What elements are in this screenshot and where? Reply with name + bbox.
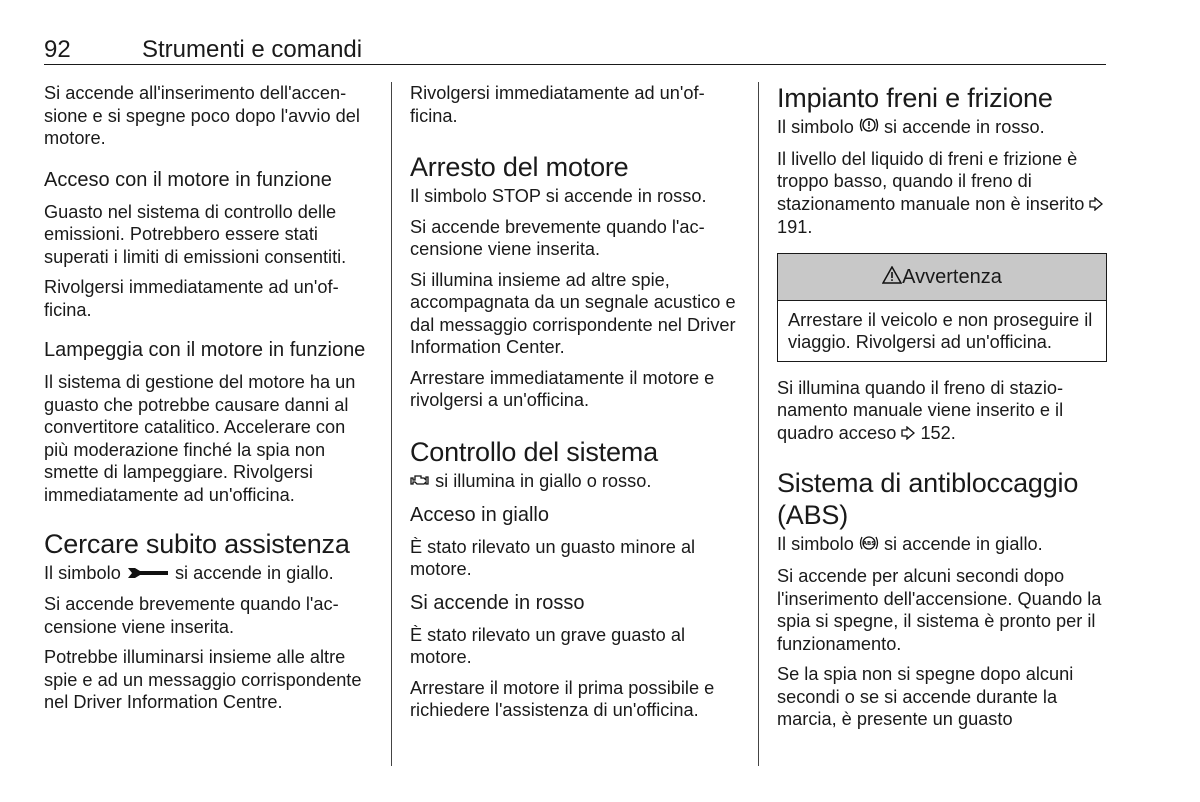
page-reference[interactable]: 152. bbox=[920, 422, 956, 443]
paragraph: Rivolgersi immediatamente ad un'officina. bbox=[410, 83, 705, 126]
paragraph: Potrebbe illuminarsi insieme alle altre spie e ad un messaggio corrispondente nel Driver Information Centre. bbox=[44, 647, 362, 713]
paragraph: È stato rilevato un grave guasto al motore. bbox=[410, 624, 685, 668]
text: si accende in rosso. bbox=[883, 117, 1045, 137]
subheading-acceso-motore: Acceso con il motore in funzione bbox=[44, 168, 332, 191]
page-header bbox=[44, 34, 1106, 65]
warning-text: Arrestare il veicolo e non proseguire il viaggio. Rivolgersi ad un'officina. bbox=[788, 309, 1093, 353]
subheading-acceso-rosso: Si accende in rosso bbox=[410, 591, 585, 614]
subheading-lampeggia: Lampeggia con il motore in funzione bbox=[44, 339, 366, 361]
page-reference-arrow-icon bbox=[901, 423, 915, 446]
column-divider bbox=[758, 82, 759, 766]
paragraph: È stato rilevato un guasto minore al motore. bbox=[410, 536, 696, 580]
text: Il simbolo bbox=[777, 534, 854, 555]
column-1 bbox=[44, 82, 374, 722]
paragraph: Il simbolo STOP si accende in rosso. bbox=[410, 186, 707, 206]
paragraph: Guasto nel sistema di controllo delle emissioni. Potrebbero essere stati superati i limiti di emissioni consentiti. bbox=[44, 201, 347, 267]
text: Il simbolo bbox=[777, 117, 854, 137]
paragraph bbox=[777, 533, 1107, 557]
warning-title: Avvertenza bbox=[902, 265, 1002, 288]
column-divider bbox=[391, 82, 392, 766]
paragraph: Il sistema di gestione del motore ha un guasto che potrebbe causare danni al convertitore catalitico. Accelerare con più moderazione finché la spia non smette di lampeggiare. Rivolgersi immediatamente ad un'officina. bbox=[44, 372, 356, 505]
paragraph: Si accende per alcuni secondi dopo l'inserimento dell'accensione. Quando la spia si spegne, il sistema è pronto per il funzionamento. bbox=[777, 566, 1102, 654]
paragraph: Arrestare il motore il prima possibile e richiedere l'assistenza di un'officina. bbox=[410, 677, 715, 721]
warning-triangle-icon bbox=[882, 255, 902, 301]
page-reference-arrow-icon bbox=[1089, 194, 1103, 217]
heading-controllo-sistema: Controllo del sistema bbox=[410, 436, 658, 467]
engine-icon bbox=[410, 470, 430, 493]
page-reference[interactable]: 191. bbox=[777, 217, 813, 238]
heading-impianto-freni: Impianto freni e frizione bbox=[777, 83, 1053, 113]
text: si accende in giallo. bbox=[883, 534, 1043, 555]
warning-body bbox=[778, 301, 1106, 354]
brake-warning-icon bbox=[859, 116, 879, 140]
wrench-icon bbox=[126, 563, 170, 586]
warning-box bbox=[777, 253, 1107, 362]
column-3 bbox=[777, 82, 1107, 739]
paragraph: Si accende all'inserimento dell'accensione e si spegne poco dopo l'avvio del motore. bbox=[44, 83, 360, 148]
text: Il simbolo bbox=[44, 563, 121, 583]
abs-icon bbox=[859, 534, 879, 558]
text: si illumina in giallo o rosso. bbox=[435, 470, 652, 491]
paragraph: Rivolgersi immediatamente ad un'officina. bbox=[44, 277, 339, 320]
text: si accende in giallo. bbox=[174, 563, 334, 583]
paragraph bbox=[777, 148, 1107, 239]
chapter-title: Strumenti e comandi bbox=[142, 36, 363, 63]
warning-header bbox=[778, 254, 1106, 301]
paragraph bbox=[410, 470, 740, 493]
page-number: 92 bbox=[44, 36, 71, 63]
paragraph: Arrestare immediatamente il motore e rivolgersi a un'officina. bbox=[410, 367, 715, 410]
paragraph: Si illumina insieme ad altre spie, accompagnata da un segnale acustico e dal messaggio corrispondente nel Driver Information Center. bbox=[410, 269, 736, 357]
paragraph bbox=[777, 377, 1107, 445]
paragraph: Si accende brevemente quando l'accensione viene inserita. bbox=[44, 594, 339, 637]
text: Il livello del liquido di freni e frizione è troppo basso, quando il freno di stazionamento manuale non è inserito bbox=[777, 148, 1085, 214]
paragraph bbox=[777, 116, 1107, 140]
paragraph bbox=[44, 562, 374, 585]
heading-abs: Sistema di antibloccaggio (ABS) bbox=[777, 468, 1079, 531]
paragraph: Se la spia non si spegne dopo alcuni secondi o se si accende durante la marcia, è presente un guasto bbox=[777, 664, 1074, 730]
svg-text:ABS: ABS bbox=[862, 540, 876, 547]
heading-cercare-assistenza: Cercare subito assistenza bbox=[44, 529, 350, 559]
paragraph: Si accende brevemente quando l'accensione viene inserita. bbox=[410, 216, 705, 259]
column-2 bbox=[410, 82, 740, 730]
subheading-acceso-giallo: Acceso in giallo bbox=[410, 503, 549, 526]
heading-arresto-motore: Arresto del motore bbox=[410, 152, 629, 182]
text: Si illumina quando il freno di stazionamento manuale viene inserito e il quadro acceso bbox=[777, 377, 1064, 443]
